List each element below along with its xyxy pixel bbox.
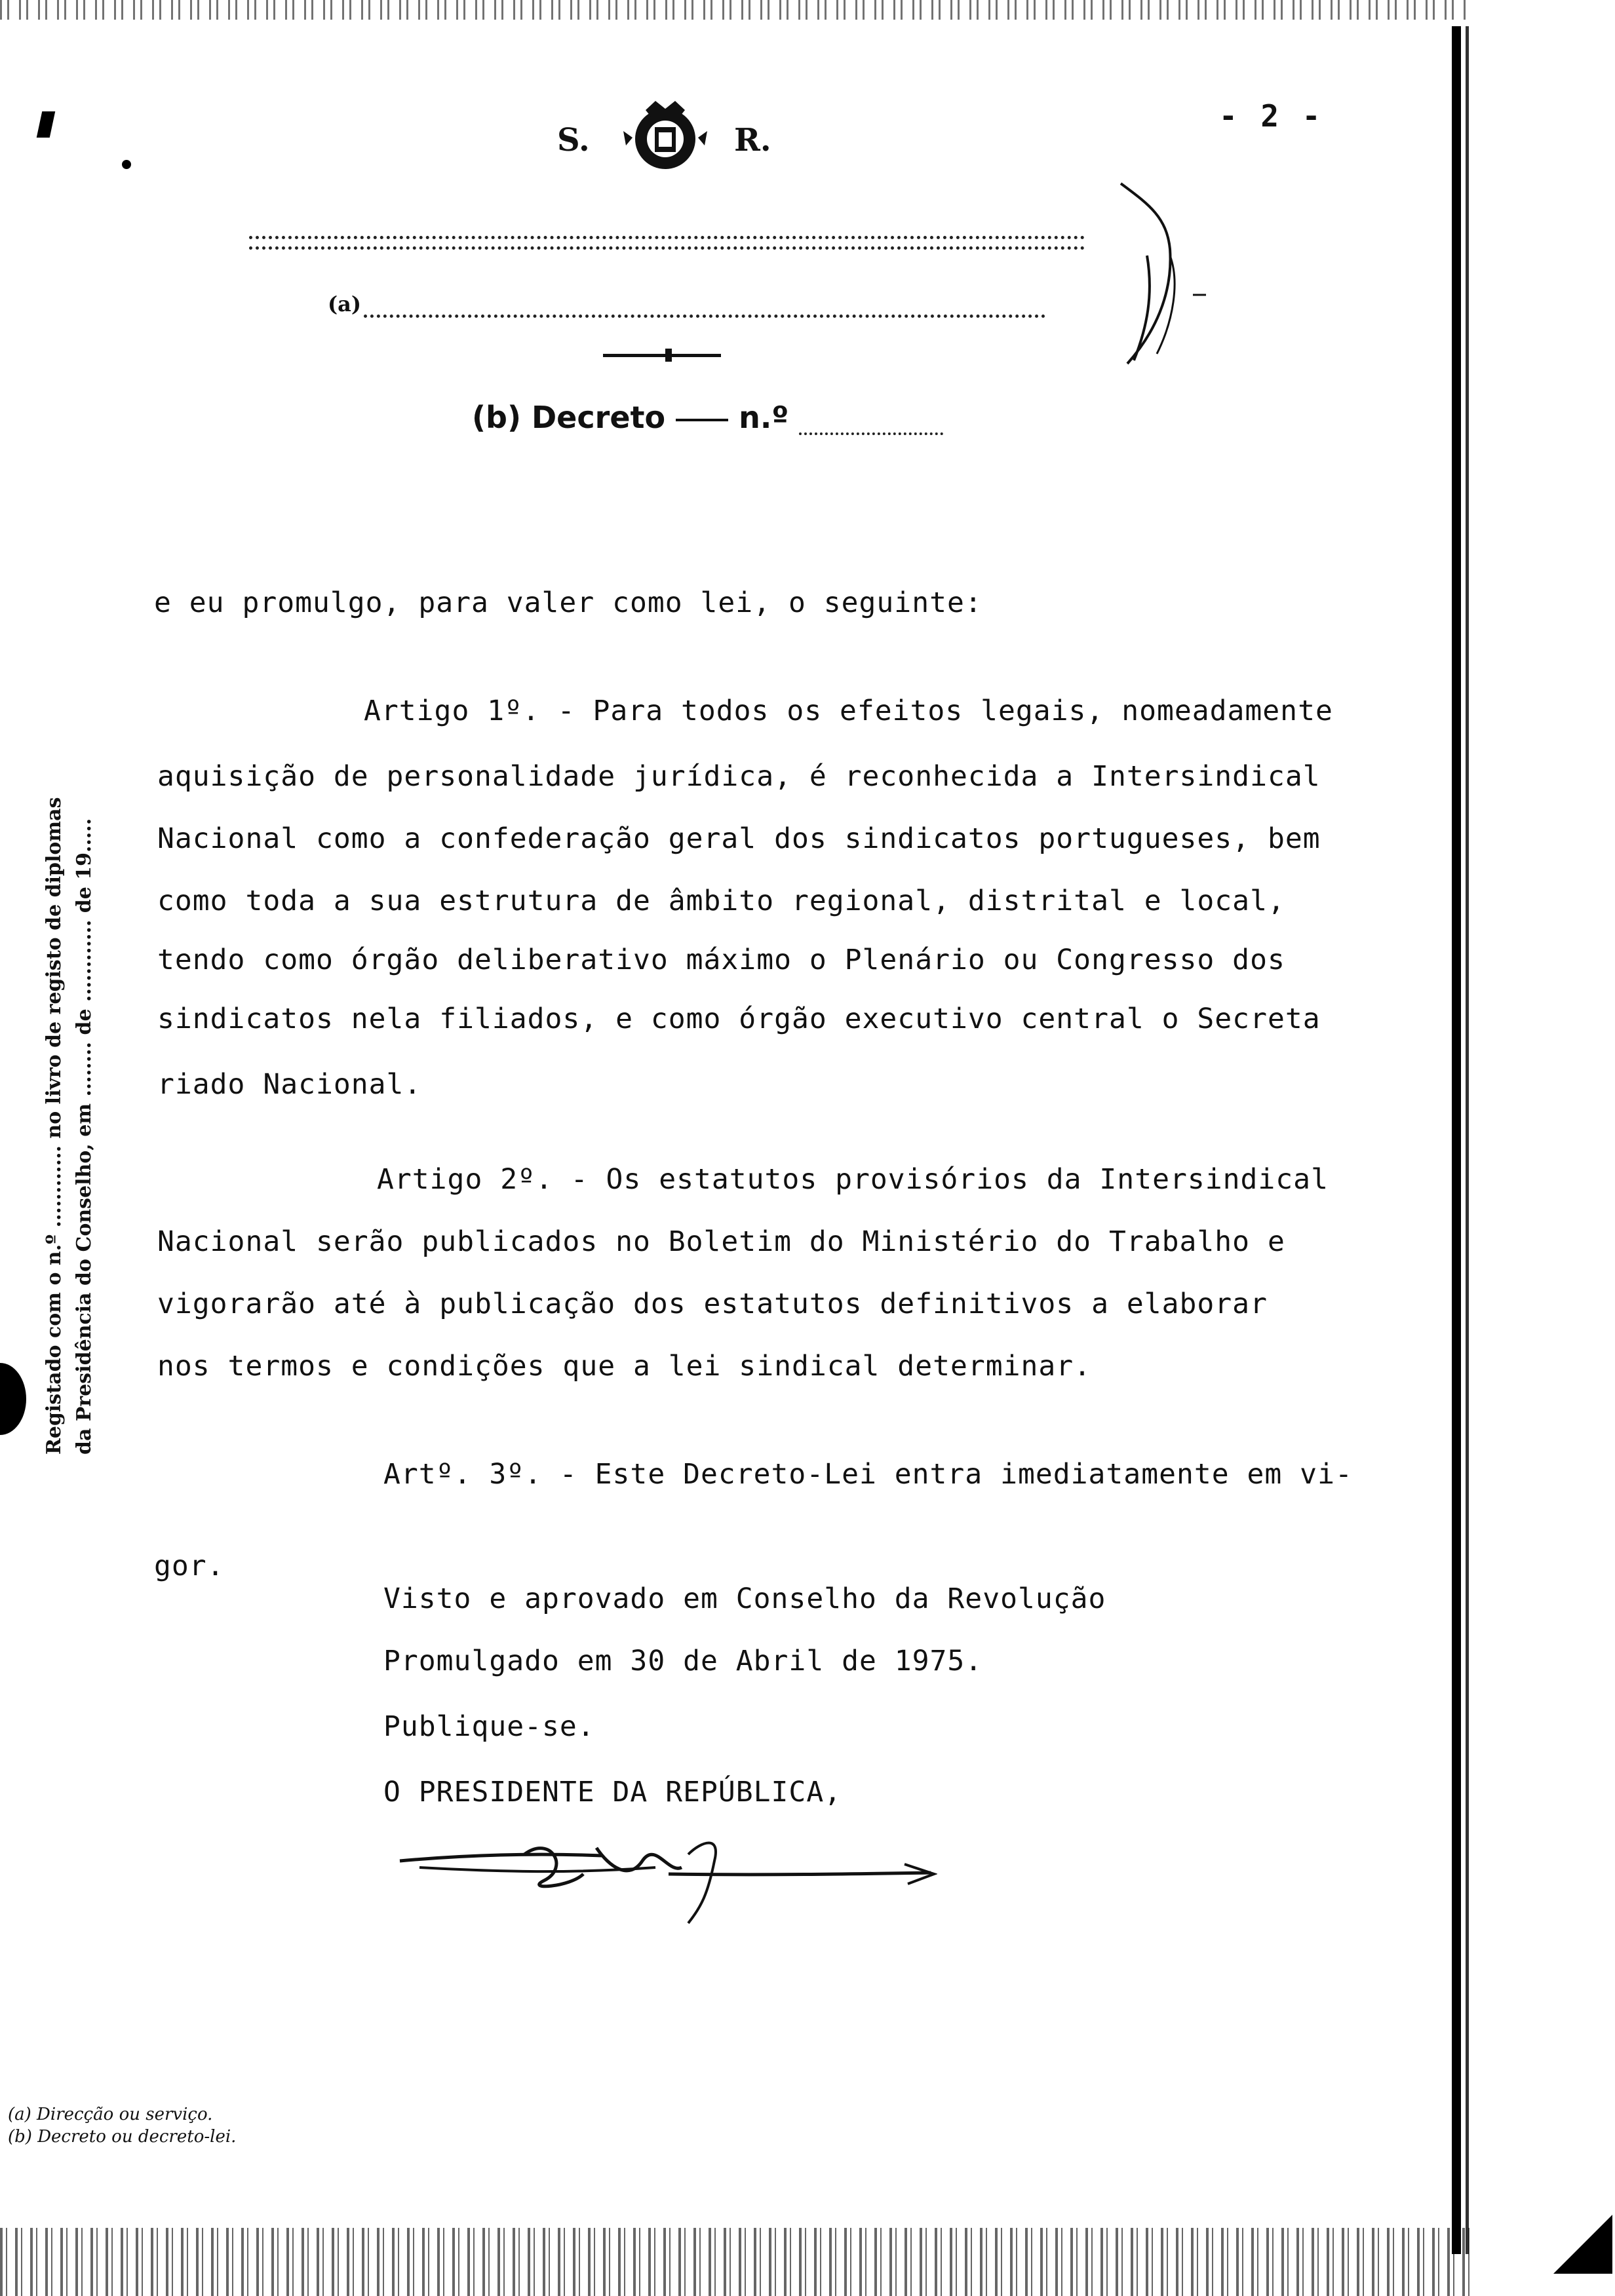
intro-line: e eu promulgo, para valer como lei, o seguinte: bbox=[154, 586, 983, 619]
ink-blot bbox=[0, 1363, 26, 1435]
presidential-signature bbox=[393, 1828, 937, 1926]
field-a-line bbox=[364, 315, 1045, 318]
article-2-line-2: Nacional serão publicados no Boletim do Ministério do Trabalho e bbox=[157, 1225, 1285, 1258]
article-2-line-1: Artigo 2º. - Os estatutos provisórios da Intersindical bbox=[377, 1163, 1329, 1196]
field-a-label: (a) bbox=[328, 292, 362, 316]
article-1-line-1: Artigo 1º. - Para todos os efeitos legais, nomeadamente bbox=[364, 695, 1333, 727]
article-1-line-3: Nacional como a confederação geral dos sindicatos portugueses, bem bbox=[157, 822, 1321, 855]
article-1-line-2: aquisição de personalidade jurídica, é reconhecida a Intersindical bbox=[157, 760, 1321, 793]
decree-number-label: n.º bbox=[739, 400, 789, 435]
footnotes bbox=[8, 2103, 236, 2148]
closing-line-1: Visto e aprovado em Conselho da Revolução bbox=[383, 1582, 1106, 1615]
page-border-right bbox=[1452, 26, 1461, 2254]
registration-stamp-line-1: Registado com o n.º ............ no livro de registo de diplomas bbox=[43, 797, 66, 1455]
letterhead-left: S. bbox=[557, 122, 590, 159]
article-1-line-4: como toda a sua estrutura de âmbito regional, distrital e local, bbox=[157, 885, 1285, 917]
article-1-line-6: sindicatos nela filiados, e como órgão executivo central o Secreta bbox=[157, 1003, 1321, 1035]
margin-dot bbox=[122, 160, 131, 169]
margin-mark bbox=[37, 111, 56, 138]
article-3-line-1: Artº. 3º. - Este Decreto-Lei entra imediatamente em vi- bbox=[383, 1458, 1353, 1491]
registration-stamp-line-2: da Presidência do Conselho, em ........ de ............ de 19..... bbox=[73, 818, 96, 1455]
page-border-right-inner bbox=[1466, 26, 1469, 2254]
letterhead-right: R. bbox=[734, 122, 771, 159]
short-rule-mark bbox=[665, 349, 672, 362]
footnote-b: (b) Decreto ou decreto-lei. bbox=[8, 2127, 237, 2147]
page-number: - 2 - bbox=[1219, 98, 1323, 134]
decree-label: (b) Decreto bbox=[472, 400, 666, 435]
short-rule bbox=[603, 354, 721, 357]
article-1-line-5: tendo como órgão deliberativo máximo o Plenário ou Congresso dos bbox=[157, 944, 1285, 976]
scan-edge-top bbox=[0, 0, 1615, 20]
handwritten-initials bbox=[1108, 177, 1239, 373]
registration-stamp bbox=[39, 797, 100, 1455]
article-3-line-2: gor. bbox=[154, 1550, 225, 1582]
dotted-line-1 bbox=[249, 236, 1085, 239]
dotted-line-2 bbox=[249, 246, 1085, 250]
closing-line-2: Promulgado em 30 de Abril de 1975. bbox=[383, 1645, 983, 1677]
decree-heading bbox=[472, 400, 943, 435]
footnote-a: (a) Direcção ou serviço. bbox=[8, 2105, 213, 2124]
right-margin bbox=[1469, 0, 1615, 2296]
coat-of-arms-icon bbox=[619, 98, 711, 177]
scan-edge-bottom bbox=[0, 2228, 1615, 2296]
article-1-line-7: riado Nacional. bbox=[157, 1068, 422, 1101]
closing-line-4: O PRESIDENTE DA REPÚBLICA, bbox=[383, 1776, 842, 1808]
letterhead bbox=[537, 98, 800, 177]
article-2-line-4: nos termos e condições que a lei sindical determinar. bbox=[157, 1350, 1092, 1383]
corner-fold bbox=[1553, 2215, 1612, 2274]
closing-line-3: Publique-se. bbox=[383, 1710, 595, 1743]
article-2-line-3: vigorarão até à publicação dos estatutos definitivos a elaborar bbox=[157, 1288, 1268, 1320]
